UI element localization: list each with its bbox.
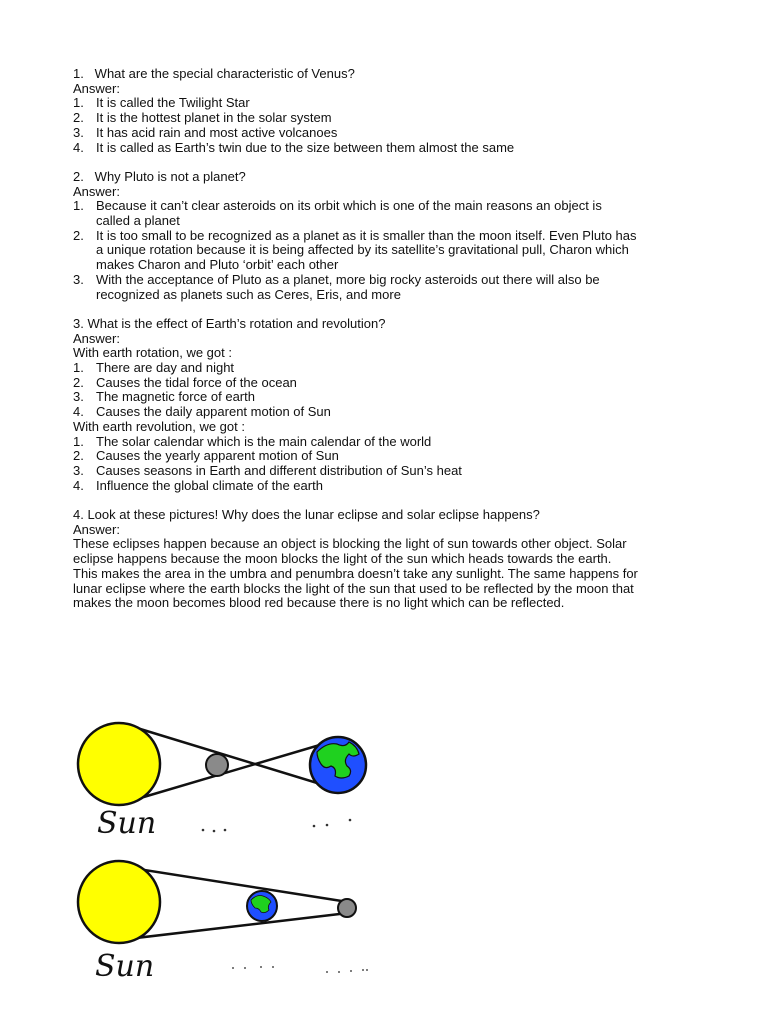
list-text: It has acid rain and most active volcanoes (96, 124, 338, 140)
sun-circle (78, 861, 160, 943)
earth-globe (247, 891, 277, 921)
list-text: The magnetic force of earth (96, 389, 255, 405)
list-item (73, 376, 713, 391)
list-number: 3. (73, 124, 84, 140)
eclipse-illustration (55, 690, 385, 1024)
list-number: 2. (73, 374, 84, 390)
list-item (73, 141, 713, 156)
list-text-line: It is too small to be recognized as a planet as it is smaller than the moon itself. Even Pluto has (96, 227, 637, 243)
list-item (73, 229, 713, 273)
list-number: 4. (73, 139, 84, 155)
list-text: Causes the daily apparent motion of Sun (96, 404, 331, 420)
sun-label: Sun (97, 806, 157, 841)
list-text: The solar calendar which is the main calendar of the world (96, 433, 432, 449)
list-item (73, 435, 713, 450)
list-text-line: With the acceptance of Pluto as a planet, more big rocky asteroids out there will also be (96, 271, 600, 287)
moon-circle (338, 899, 356, 917)
list-text-line: recognized as planets such as Ceres, Eris, and more (96, 286, 401, 302)
list-text-line: a unique rotation because it is being affected by its satellite’s gravitational pull, Charon which (96, 242, 629, 258)
list-text: It is called the Twilight Star (96, 95, 250, 111)
list-number: 3. (73, 389, 84, 405)
list-text-line: makes Charon and Pluto ‘orbit’ each other (96, 257, 339, 273)
paragraph-line: lunar eclipse where the earth blocks the light of the sun that used to be reflected by the moon that (73, 580, 634, 596)
answer-label-2: Answer: (73, 183, 120, 199)
document-page (73, 67, 713, 611)
list-item (73, 479, 713, 494)
eclipse-drawing (55, 690, 385, 1024)
sun-label: Sun (95, 949, 155, 984)
list-number: 2. (73, 227, 84, 243)
bottom-eclipse-diagram (78, 861, 368, 984)
list-text-line: called a planet (96, 213, 180, 229)
list-text-line: Because it can’t clear asteroids on its orbit which is one of the main reasons an object is (96, 198, 602, 214)
paragraph-line: These eclipses happen because an object is blocking the light of sun towards other object. Solar (73, 536, 627, 552)
answer-label-1: Answer: (73, 80, 120, 96)
revolution-label: With earth revolution, we got : (73, 418, 245, 434)
list-number: 3. (73, 462, 84, 478)
list-item (73, 126, 713, 141)
list-item (73, 199, 713, 228)
list-number: 1. (73, 433, 84, 449)
list-item (73, 405, 713, 420)
question-1: 1. What are the special characteristic of Venus? (73, 66, 355, 81)
sun-circle (78, 723, 160, 805)
list-number: 1. (73, 198, 84, 214)
list-text: There are day and night (96, 360, 235, 376)
list-number: 1. (73, 95, 84, 111)
list-number: 4. (73, 404, 84, 420)
list-text: Causes the tidal force of the ocean (96, 374, 297, 390)
earth-globe (310, 737, 366, 793)
list-text: Causes the yearly apparent motion of Sun (96, 448, 339, 464)
rotation-label: With earth rotation, we got : (73, 345, 232, 361)
list-number: 2. (73, 448, 84, 464)
list-item (73, 390, 713, 405)
question-3: 3. What is the effect of Earth’s rotation and revolution? (73, 315, 386, 331)
paragraph-line: eclipse happens because the moon blocks the light of the sun which heads towards the earth. (73, 551, 612, 567)
list-number: 1. (73, 360, 84, 376)
question-2: 2. Why Pluto is not a planet? (73, 168, 246, 184)
top-eclipse-diagram (78, 723, 366, 841)
list-item (73, 273, 713, 302)
list-text: It is the hottest planet in the solar system (96, 110, 332, 126)
list-item (73, 111, 713, 126)
moon-circle (206, 754, 228, 776)
list-item (73, 464, 713, 479)
list-number: 3. (73, 271, 84, 287)
question-4: 4. Look at these pictures! Why does the lunar eclipse and solar eclipse happens? (73, 507, 540, 523)
list-text: Causes seasons in Earth and different distribution of Sun’s heat (96, 462, 462, 478)
list-item (73, 361, 713, 376)
list-item (73, 96, 713, 111)
list-text: It is called as Earth’s twin due to the size between them almost the same (96, 139, 515, 155)
list-text: Influence the global climate of the earth (96, 477, 323, 493)
list-number: 2. (73, 110, 84, 126)
list-number: 4. (73, 477, 84, 493)
answer-label-3: Answer: (73, 330, 120, 346)
paragraph-line: This makes the area in the umbra and penumbra doesn’t take any sunlight. The same happens for (73, 565, 638, 581)
answer-label-4: Answer: (73, 521, 120, 537)
paragraph-line: makes the moon becomes blood red because there is no light which can be reflected. (73, 595, 565, 611)
list-item (73, 449, 713, 464)
